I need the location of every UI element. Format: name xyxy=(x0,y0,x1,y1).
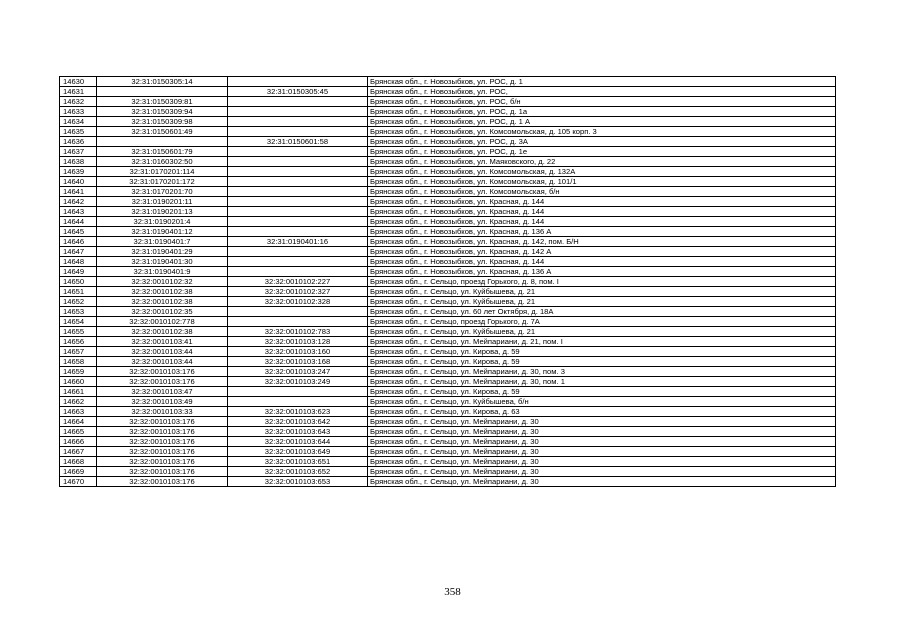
row-number-cell: 14632 xyxy=(60,97,97,107)
table-row xyxy=(60,267,836,277)
sub-object-number-cell: 32:32:0010103:652 xyxy=(228,467,368,477)
row-number-cell: 14648 xyxy=(60,257,97,267)
cadastral-number-cell: 32:32:0010103:49 xyxy=(97,397,228,407)
sub-object-number-cell xyxy=(228,117,368,127)
table-row xyxy=(60,347,836,357)
address-cell: Брянская обл., г. Новозыбков, ул. Красная, д. 144 xyxy=(368,197,836,207)
table-row xyxy=(60,307,836,317)
sub-object-number-cell xyxy=(228,267,368,277)
sub-object-number-cell xyxy=(228,167,368,177)
row-number-cell: 14643 xyxy=(60,207,97,217)
address-cell: Брянская обл., г. Новозыбков, ул. Красная, д. 144 xyxy=(368,217,836,227)
cadastral-number-cell: 32:32:0010103:176 xyxy=(97,377,228,387)
sub-object-number-cell xyxy=(228,217,368,227)
sub-object-number-cell xyxy=(228,107,368,117)
cadastral-number-cell: 32:31:0150601:79 xyxy=(97,147,228,157)
address-cell: Брянская обл., г. Новозыбков, ул. Красная, д. 144 xyxy=(368,207,836,217)
sub-object-number-cell xyxy=(228,397,368,407)
cadastral-number-cell: 32:31:0190201:4 xyxy=(97,217,228,227)
sub-object-number-cell xyxy=(228,227,368,237)
sub-object-number-cell: 32:32:0010103:643 xyxy=(228,427,368,437)
table-row xyxy=(60,317,836,327)
table-row xyxy=(60,367,836,377)
address-cell: Брянская обл., г. Сельцо, ул. Кирова, д. 59 xyxy=(368,387,836,397)
row-number-cell: 14639 xyxy=(60,167,97,177)
cadastral-number-cell: 32:31:0190401:9 xyxy=(97,267,228,277)
row-number-cell: 14635 xyxy=(60,127,97,137)
cadastral-number-cell: 32:32:0010102:38 xyxy=(97,297,228,307)
row-number-cell: 14656 xyxy=(60,337,97,347)
row-number-cell: 14655 xyxy=(60,327,97,337)
table-row xyxy=(60,107,836,117)
row-number-cell: 14630 xyxy=(60,77,97,87)
address-cell: Брянская обл., г. Новозыбков, ул. Красная, д. 142 А xyxy=(368,247,836,257)
cadastral-number-cell xyxy=(97,137,228,147)
cadastral-number-cell: 32:32:0010103:176 xyxy=(97,457,228,467)
table-row xyxy=(60,277,836,287)
table-row xyxy=(60,207,836,217)
cadastral-number-cell: 32:32:0010103:41 xyxy=(97,337,228,347)
table-row xyxy=(60,247,836,257)
row-number-cell: 14662 xyxy=(60,397,97,407)
address-cell: Брянская обл., г. Новозыбков, ул. Красная, д. 136 А xyxy=(368,267,836,277)
address-cell: Брянская обл., г. Новозыбков, ул. РОС, д. 1 А xyxy=(368,117,836,127)
table-row xyxy=(60,177,836,187)
row-number-cell: 14640 xyxy=(60,177,97,187)
table-row xyxy=(60,437,836,447)
row-number-cell: 14664 xyxy=(60,417,97,427)
sub-object-number-cell xyxy=(228,197,368,207)
cadastral-number-cell: 32:32:0010103:176 xyxy=(97,417,228,427)
address-cell: Брянская обл., г. Сельцо, ул. Мейпариани, д. 30 xyxy=(368,427,836,437)
row-number-cell: 14661 xyxy=(60,387,97,397)
cadastral-number-cell: 32:32:0010103:176 xyxy=(97,477,228,487)
cadastral-number-cell xyxy=(97,87,228,97)
address-cell: Брянская обл., г. Новозыбков, ул. РОС, д. 1а xyxy=(368,107,836,117)
cadastral-number-cell: 32:32:0010102:38 xyxy=(97,327,228,337)
cadastral-number-cell: 32:31:0190401:30 xyxy=(97,257,228,267)
table-row xyxy=(60,477,836,487)
sub-object-number-cell: 32:32:0010102:327 xyxy=(228,287,368,297)
sub-object-number-cell: 32:32:0010103:247 xyxy=(228,367,368,377)
table-row xyxy=(60,417,836,427)
table-row xyxy=(60,147,836,157)
table-row xyxy=(60,127,836,137)
row-number-cell: 14650 xyxy=(60,277,97,287)
cadastral-number-cell: 32:32:0010103:44 xyxy=(97,357,228,367)
address-cell: Брянская обл., г. Новозыбков, ул. Маяковского, д. 22 xyxy=(368,157,836,167)
row-number-cell: 14634 xyxy=(60,117,97,127)
sub-object-number-cell xyxy=(228,77,368,87)
row-number-cell: 14667 xyxy=(60,447,97,457)
address-cell: Брянская обл., г. Сельцо, ул. Кирова, д. 59 xyxy=(368,357,836,367)
sub-object-number-cell xyxy=(228,247,368,257)
row-number-cell: 14641 xyxy=(60,187,97,197)
address-cell: Брянская обл., г. Сельцо, ул. Мейпариани, д. 30, пом. 1 xyxy=(368,377,836,387)
row-number-cell: 14631 xyxy=(60,87,97,97)
address-cell: Брянская обл., г. Новозыбков, ул. РОС, д. 1е xyxy=(368,147,836,157)
row-number-cell: 14660 xyxy=(60,377,97,387)
row-number-cell: 14644 xyxy=(60,217,97,227)
address-cell: Брянская обл., г. Сельцо, ул. Мейпариани, д. 30 xyxy=(368,477,836,487)
row-number-cell: 14649 xyxy=(60,267,97,277)
cadastral-number-cell: 32:32:0010102:778 xyxy=(97,317,228,327)
row-number-cell: 14657 xyxy=(60,347,97,357)
sub-object-number-cell: 32:32:0010103:653 xyxy=(228,477,368,487)
cadastral-number-cell: 32:32:0010103:176 xyxy=(97,447,228,457)
address-cell: Брянская обл., г. Сельцо, ул. Мейпариани, д. 30, пом. 3 xyxy=(368,367,836,377)
cadastral-number-cell: 32:31:0170201:172 xyxy=(97,177,228,187)
cadastral-number-cell: 32:32:0010103:176 xyxy=(97,427,228,437)
table-row xyxy=(60,197,836,207)
address-cell: Брянская обл., г. Новозыбков, ул. РОС, б/н xyxy=(368,97,836,107)
address-cell: Брянская обл., г. Сельцо, ул. Куйбышева, д. 21 xyxy=(368,287,836,297)
sub-object-number-cell: 32:31:0150601:58 xyxy=(228,137,368,147)
table-row xyxy=(60,137,836,147)
sub-object-number-cell xyxy=(228,97,368,107)
table-row xyxy=(60,187,836,197)
sub-object-number-cell: 32:32:0010103:649 xyxy=(228,447,368,457)
cadastral-number-cell: 32:32:0010103:176 xyxy=(97,367,228,377)
address-cell: Брянская обл., г. Сельцо, ул. Кирова, д. 63 xyxy=(368,407,836,417)
table-row xyxy=(60,377,836,387)
registry-table xyxy=(59,76,836,487)
table-row xyxy=(60,257,836,267)
address-cell: Брянская обл., г. Новозыбков, ул. Красная, д. 136 А xyxy=(368,227,836,237)
row-number-cell: 14651 xyxy=(60,287,97,297)
table-row xyxy=(60,387,836,397)
row-number-cell: 14659 xyxy=(60,367,97,377)
cadastral-number-cell: 32:31:0190401:29 xyxy=(97,247,228,257)
cadastral-number-cell: 32:31:0150601:49 xyxy=(97,127,228,137)
row-number-cell: 14668 xyxy=(60,457,97,467)
table-row xyxy=(60,227,836,237)
address-cell: Брянская обл., г. Новозыбков, ул. Комсомольская, д. 101/1 xyxy=(368,177,836,187)
address-cell: Брянская обл., г. Сельцо, ул. Кирова, д. 59 xyxy=(368,347,836,357)
table-row xyxy=(60,427,836,437)
sub-object-number-cell: 32:32:0010102:328 xyxy=(228,297,368,307)
table-row xyxy=(60,287,836,297)
row-number-cell: 14645 xyxy=(60,227,97,237)
row-number-cell: 14670 xyxy=(60,477,97,487)
sub-object-number-cell: 32:32:0010102:227 xyxy=(228,277,368,287)
page-number: 358 xyxy=(444,586,461,598)
address-cell: Брянская обл., г. Сельцо, ул. Мейпариани, д. 30 xyxy=(368,467,836,477)
cadastral-number-cell: 32:31:0190201:13 xyxy=(97,207,228,217)
row-number-cell: 14666 xyxy=(60,437,97,447)
row-number-cell: 14663 xyxy=(60,407,97,417)
address-cell: Брянская обл., г. Новозыбков, ул. Красная, д. 144 xyxy=(368,257,836,267)
table-row xyxy=(60,327,836,337)
row-number-cell: 14633 xyxy=(60,107,97,117)
sub-object-number-cell xyxy=(228,147,368,157)
sub-object-number-cell: 32:31:0150305:45 xyxy=(228,87,368,97)
sub-object-number-cell: 32:32:0010103:651 xyxy=(228,457,368,467)
cadastral-number-cell: 32:31:0160302:50 xyxy=(97,157,228,167)
address-cell: Брянская обл., г. Сельцо, ул. Мейпариани, д. 30 xyxy=(368,417,836,427)
row-number-cell: 14652 xyxy=(60,297,97,307)
cadastral-number-cell: 32:31:0150309:94 xyxy=(97,107,228,117)
sub-object-number-cell xyxy=(228,207,368,217)
cadastral-number-cell: 32:32:0010102:38 xyxy=(97,287,228,297)
row-number-cell: 14665 xyxy=(60,427,97,437)
sub-object-number-cell xyxy=(228,307,368,317)
address-cell: Брянская обл., г. Сельцо, ул. Мейпариани, д. 30 xyxy=(368,437,836,447)
row-number-cell: 14642 xyxy=(60,197,97,207)
address-cell: Брянская обл., г. Сельцо, проезд Горького, д. 7А xyxy=(368,317,836,327)
row-number-cell: 14654 xyxy=(60,317,97,327)
cadastral-number-cell: 32:31:0170201:114 xyxy=(97,167,228,177)
sub-object-number-cell xyxy=(228,177,368,187)
sub-object-number-cell: 32:32:0010103:249 xyxy=(228,377,368,387)
address-cell: Брянская обл., г. Новозыбков, ул. Комсомольская, б/н xyxy=(368,187,836,197)
table-row xyxy=(60,357,836,367)
sub-object-number-cell xyxy=(228,127,368,137)
sub-object-number-cell xyxy=(228,257,368,267)
table-row xyxy=(60,237,836,247)
cadastral-number-cell: 32:31:0190201:11 xyxy=(97,197,228,207)
cadastral-number-cell: 32:32:0010102:32 xyxy=(97,277,228,287)
cadastral-number-cell: 32:32:0010103:176 xyxy=(97,437,228,447)
row-number-cell: 14653 xyxy=(60,307,97,317)
table-row xyxy=(60,397,836,407)
table-row xyxy=(60,217,836,227)
table-row xyxy=(60,457,836,467)
address-cell: Брянская обл., г. Новозыбков, ул. РОС, д. 3А xyxy=(368,137,836,147)
address-cell: Брянская обл., г. Новозыбков, ул. РОС, д. 1 xyxy=(368,77,836,87)
table-row xyxy=(60,157,836,167)
address-cell: Брянская обл., г. Новозыбков, ул. Комсомольская, д. 105 корп. 3 xyxy=(368,127,836,137)
registry-table-body xyxy=(60,77,836,487)
address-cell: Брянская обл., г. Новозыбков, ул. РОС, xyxy=(368,87,836,97)
sub-object-number-cell: 32:32:0010103:644 xyxy=(228,437,368,447)
cadastral-number-cell: 32:32:0010103:47 xyxy=(97,387,228,397)
cadastral-number-cell: 32:31:0150309:98 xyxy=(97,117,228,127)
sub-object-number-cell xyxy=(228,387,368,397)
cadastral-number-cell: 32:31:0190401:12 xyxy=(97,227,228,237)
table-row xyxy=(60,337,836,347)
table-row xyxy=(60,167,836,177)
row-number-cell: 14647 xyxy=(60,247,97,257)
table-row xyxy=(60,297,836,307)
sub-object-number-cell xyxy=(228,187,368,197)
address-cell: Брянская обл., г. Сельцо, ул. Куйбышева, д. 21 xyxy=(368,297,836,307)
cadastral-number-cell: 32:31:0150305:14 xyxy=(97,77,228,87)
sub-object-number-cell: 32:32:0010103:642 xyxy=(228,417,368,427)
address-cell: Брянская обл., г. Новозыбков, ул. Комсомольская, д. 132А xyxy=(368,167,836,177)
cadastral-number-cell: 32:32:0010102:35 xyxy=(97,307,228,317)
table-row xyxy=(60,77,836,87)
sub-object-number-cell: 32:32:0010102:783 xyxy=(228,327,368,337)
table-row xyxy=(60,447,836,457)
table-row xyxy=(60,87,836,97)
sub-object-number-cell: 32:32:0010103:623 xyxy=(228,407,368,417)
cadastral-number-cell: 32:31:0170201:70 xyxy=(97,187,228,197)
sub-object-number-cell xyxy=(228,157,368,167)
address-cell: Брянская обл., г. Сельцо, ул. Мейпариани, д. 30 xyxy=(368,447,836,457)
cadastral-number-cell: 32:32:0010103:176 xyxy=(97,467,228,477)
sub-object-number-cell: 32:32:0010103:128 xyxy=(228,337,368,347)
sub-object-number-cell xyxy=(228,317,368,327)
row-number-cell: 14638 xyxy=(60,157,97,167)
sub-object-number-cell: 32:32:0010103:168 xyxy=(228,357,368,367)
row-number-cell: 14658 xyxy=(60,357,97,367)
row-number-cell: 14636 xyxy=(60,137,97,147)
cadastral-number-cell: 32:32:0010103:44 xyxy=(97,347,228,357)
address-cell: Брянская обл., г. Сельцо, ул. Мейпариани, д. 30 xyxy=(368,457,836,467)
table-row xyxy=(60,97,836,107)
row-number-cell: 14669 xyxy=(60,467,97,477)
row-number-cell: 14637 xyxy=(60,147,97,157)
cadastral-number-cell: 32:31:0150309:81 xyxy=(97,97,228,107)
table-row xyxy=(60,467,836,477)
address-cell: Брянская обл., г. Сельцо, ул. Куйбышева, б/н xyxy=(368,397,836,407)
address-cell: Брянская обл., г. Сельцо, ул. 60 лет Октября, д. 18А xyxy=(368,307,836,317)
cadastral-number-cell: 32:32:0010103:33 xyxy=(97,407,228,417)
cadastral-number-cell: 32:31:0190401:7 xyxy=(97,237,228,247)
address-cell: Брянская обл., г. Сельцо, ул. Мейпариани, д. 21, пом. I xyxy=(368,337,836,347)
row-number-cell: 14646 xyxy=(60,237,97,247)
table-row xyxy=(60,407,836,417)
sub-object-number-cell: 32:32:0010103:160 xyxy=(228,347,368,357)
address-cell: Брянская обл., г. Сельцо, проезд Горького, д. 8, пом. I xyxy=(368,277,836,287)
table-row xyxy=(60,117,836,127)
address-cell: Брянская обл., г. Сельцо, ул. Куйбышева, д. 21 xyxy=(368,327,836,337)
sub-object-number-cell: 32:31:0190401:16 xyxy=(228,237,368,247)
address-cell: Брянская обл., г. Новозыбков, ул. Красная, д. 142, пом. Б/Н xyxy=(368,237,836,247)
